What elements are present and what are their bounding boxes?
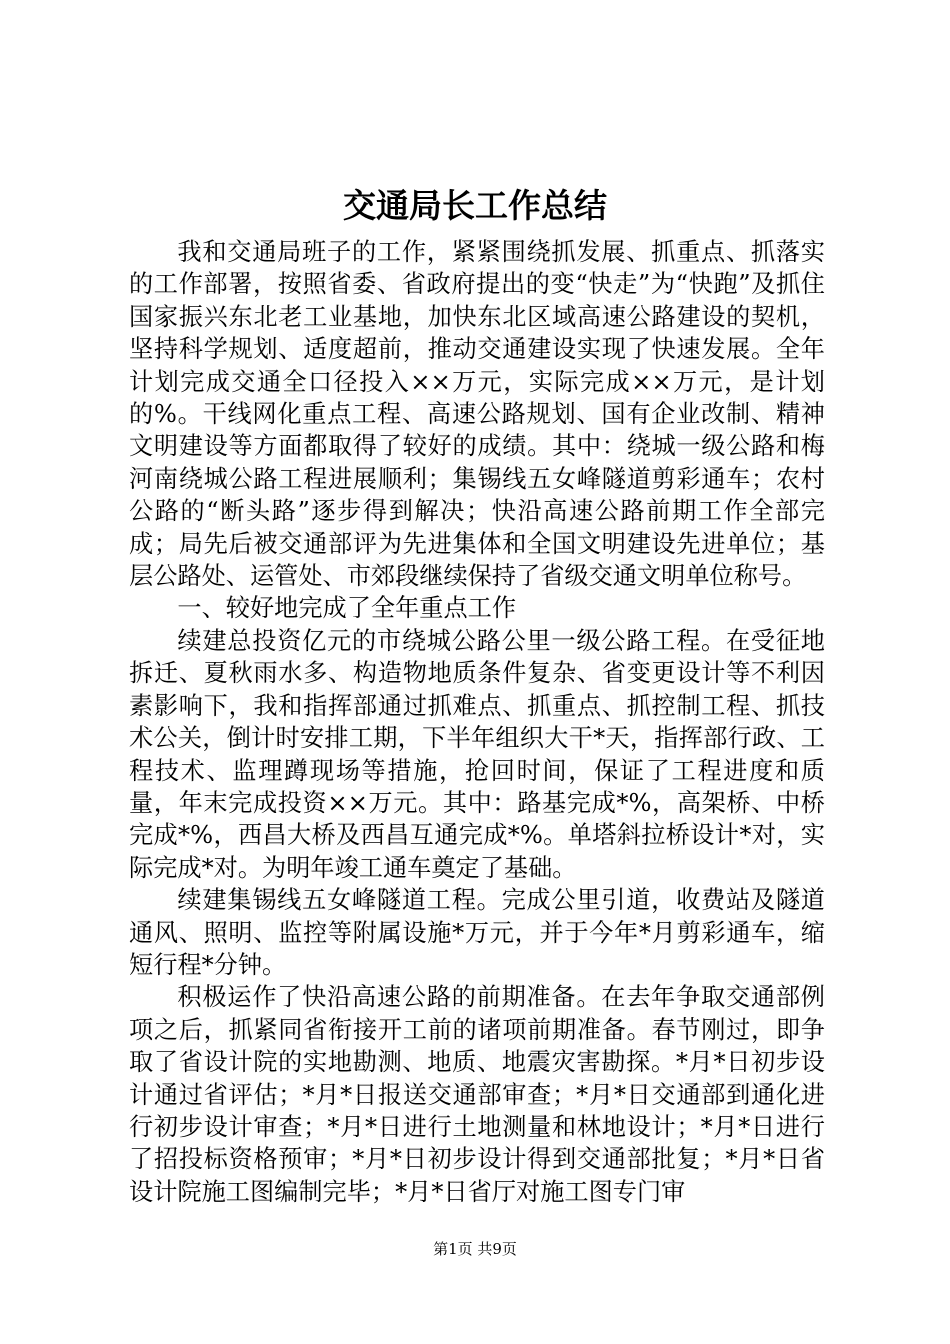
document-title: 交通局长工作总结	[343, 186, 607, 225]
paragraph-expressway: 积极运作了快沿高速公路的前期准备。在去年争取交通部例项之后，抓紧同省衔接开工前的诸项前期准备。春节刚过，即争取了省设计院的实地勘测、地质、地震灾害勘探。*月*日初步设计通过省评估；*月*日报送交通部审查；*月*日交通部到通化进行初步设计审查；*月*日进行土地测量和林地设计；*月*日进行了招投标资格预审；*月*日初步设计得到交通部批复；*月*日省设计院施工图编制完毕；*月*日省厅对施工图专门审	[129, 983, 825, 1206]
document-body	[129, 236, 825, 1208]
section-heading: 一、较好地完成了全年重点工作	[177, 594, 517, 623]
page-footer: 第1页 共9页	[433, 1240, 517, 1258]
paragraph-intro: 我和交通局班子的工作，紧紧围绕抓发展、抓重点、抓落实的工作部署，按照省委、省政府提出的变“快走”为“快跑”及抓住国家振兴东北老工业基地，加快东北区域高速公路建设的契机，坚持科学规划、适度超前，推动交通建设实现了快速发展。全年计划完成交通全口径投入××万元，实际完成××万元，是计划的%。干线网化重点工程、高速公路规划、国有企业改制、精神文明建设等方面都取得了较好的成绩。其中：绕城一级公路和梅河南绕城公路工程进展顺利；集锡线五女峰隧道剪彩通车；农村公路的“断头路”逐步得到解决；快沿高速公路前期工作全部完成；局先后被交通部评为先进集体和全国文明建设先进单位；基层公路处、运管处、市郊段继续保持了省级交通文明单位称号。	[129, 238, 825, 591]
paragraph-tunnel: 续建集锡线五女峰隧道工程。完成公里引道，收费站及隧道通风、照明、监控等附属设施*万元，并于今年*月剪彩通车，缩短行程*分钟。	[129, 886, 825, 979]
paragraph-ring-road: 续建总投资亿元的市绕城公路公里一级公路工程。在受征地拆迁、夏秋雨水多、构造物地质条件复杂、省变更设计等不利因素影响下，我和指挥部通过抓难点、抓重点、抓控制工程、抓技术公关，倒计时安排工期，下半年组织大干*天，指挥部行政、工程技术、监理蹲现场等措施，抢回时间，保证了工程进度和质量，年末完成投资××万元。其中：路基完成*%，高架桥、中桥完成*%，西昌大桥及西昌互通完成*%。单塔斜拉桥设计*对，实际完成*对。为明年竣工通车奠定了基础。	[129, 626, 825, 882]
